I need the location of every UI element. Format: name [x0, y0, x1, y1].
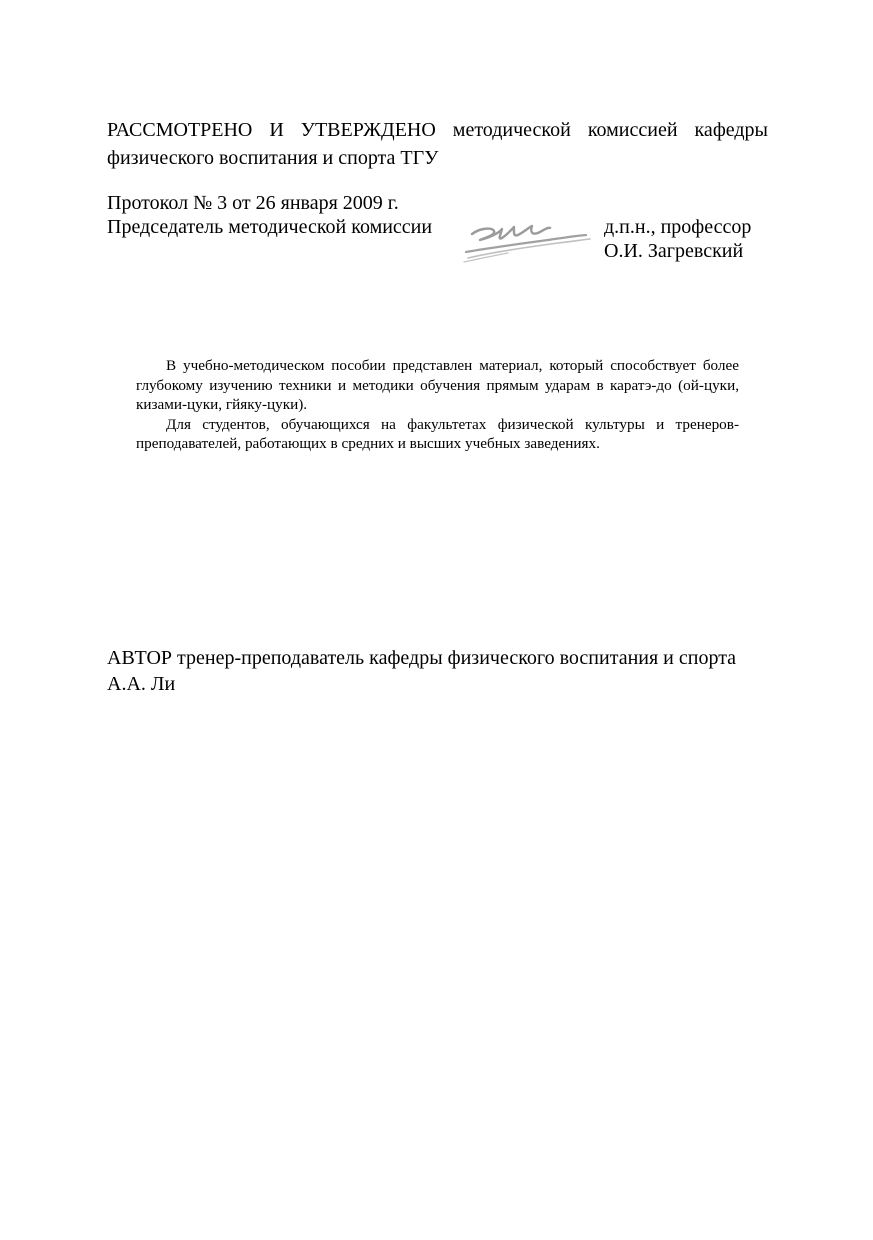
protocol-line: Протокол № 3 от 26 января 2009 г. [107, 192, 399, 214]
author-name: А.А. Ли [107, 673, 176, 695]
approval-statement: РАССМОТРЕНО И УТВЕРЖДЕНО методической комиссией кафедры физического воспитания и спорта ТГУ [107, 119, 768, 169]
author-credit [107, 645, 777, 697]
chairman-degree: д.п.н., профессор [604, 216, 752, 238]
chairman-label: Председатель методической комиссии [107, 216, 433, 238]
abstract-paragraph: Для студентов, обучающихся на факультетах физической культуры и тренеров-преподавателей, работающих в средних и высших учебных заведениях. [136, 415, 739, 452]
abstract [136, 356, 739, 454]
signature-image [458, 214, 592, 266]
author-role: АВТОР тренер-преподаватель кафедры физического воспитания и спорта [107, 647, 737, 669]
abstract-paragraph: В учебно-методическом пособии представлен материал, который способствует более глубокому изучению техники и методики обучения прямым ударам в каратэ-до (ой-цуки, кизами-цуки, гйяку-цуки). [136, 357, 739, 413]
chairman-name: О.И. Загревский [604, 240, 744, 262]
